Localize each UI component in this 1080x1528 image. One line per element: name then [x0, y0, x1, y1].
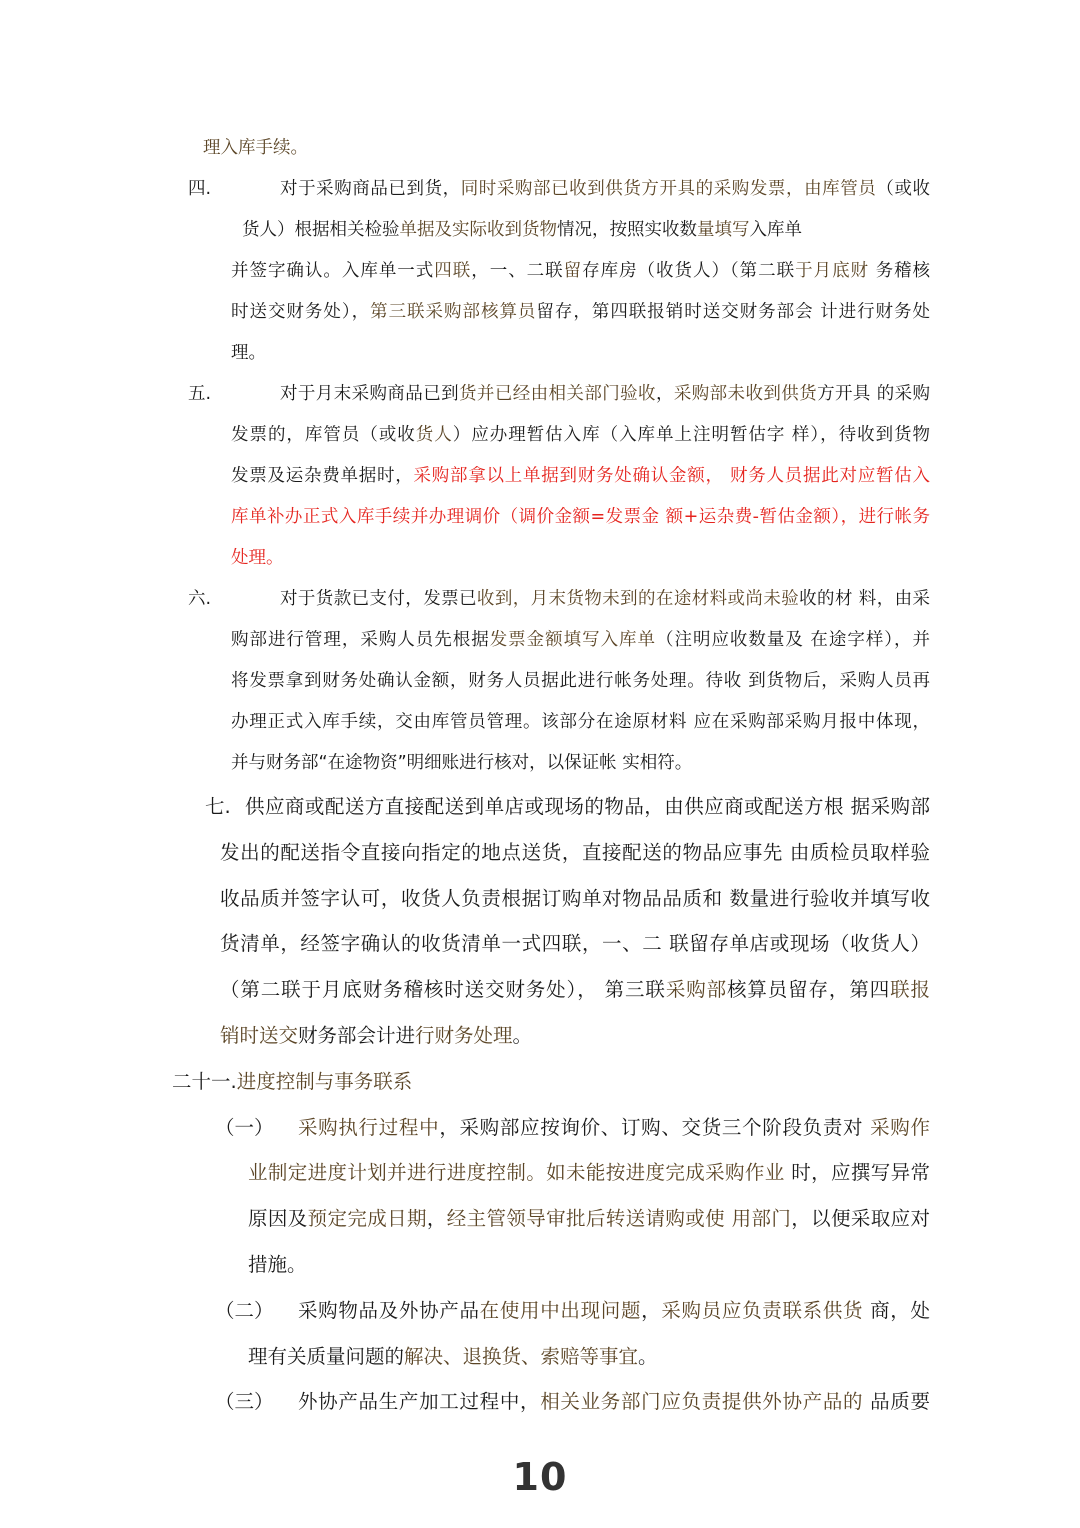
text-run: 核算员留存，第四 — [727, 978, 891, 1002]
text-run: ，以便采取应对 — [791, 1207, 930, 1231]
text-run: 。 — [512, 1023, 533, 1047]
text-run: 供应商或配送方直接配送到单店或现场的物品，由供应商或配送方根 据采购部 — [245, 795, 930, 818]
text-line — [0, 210, 1080, 251]
text-line — [0, 784, 1080, 830]
line-text — [248, 1150, 930, 1196]
text-run: 预定完成日期 — [307, 1207, 427, 1231]
line-text — [298, 1288, 930, 1334]
text-run: 。 — [638, 1344, 658, 1368]
text-run: ， — [641, 1298, 662, 1322]
text-run: 购部进行管理，采购人员先根据 — [231, 630, 490, 650]
line-text — [231, 251, 930, 292]
text-line — [0, 1379, 1080, 1425]
text-run: ，采购部应按询价、订购、交货三个阶段负责对 — [439, 1115, 871, 1139]
list-marker: 五. — [188, 384, 212, 404]
line-text — [231, 292, 930, 333]
text-run: 办理正式入库手续，交由库管员管理。该部分在途原材料 应在采购部采购月报中体现， — [231, 712, 930, 732]
text-run: 对于采购商品已到货， — [280, 179, 461, 199]
line-text — [231, 415, 930, 456]
text-run: 量填写 — [697, 220, 750, 240]
text-line — [0, 1013, 1080, 1059]
text-run: 时送交财务处）， — [231, 302, 371, 322]
text-line — [0, 415, 1080, 456]
line-text — [220, 876, 930, 922]
text-run: 业制定进度计划并进行进度控制。如未能按进度完成采购作业 — [248, 1161, 792, 1185]
text-run: 货并已经由相关部门验收 — [459, 384, 656, 404]
line-text — [220, 830, 930, 876]
text-run: 单据及实际收到货物 — [399, 220, 557, 240]
text-line — [0, 967, 1080, 1013]
line-text — [220, 967, 930, 1013]
text-run: 发票及运杂费单据时， — [231, 466, 414, 486]
text-run: 采购物品及外协产品 — [298, 1298, 480, 1322]
line-text — [231, 497, 930, 538]
text-run: ， — [426, 1207, 447, 1231]
text-run: 外协产品生产加工过程中， — [298, 1390, 541, 1414]
text-run: 入库单 — [749, 220, 802, 240]
text-run: 第三联采购部核算员 — [370, 302, 537, 322]
text-run: 货清单，经签字确认的收货清单一式四联，一、二 联留存单店或现场（收货人） — [220, 932, 930, 956]
text-run: 行财务处理 — [415, 1023, 513, 1047]
text-run: 品质要 — [863, 1390, 930, 1414]
text-line — [0, 702, 1080, 743]
text-run: 将发票拿到财务处确认金额，财务人员据此进行帐务处理。待收 到货物后，采购人员再 — [231, 671, 930, 691]
text-run: 对于月末采购商品已到 — [280, 384, 460, 404]
text-run: 采购员应负责联系供货 — [661, 1298, 864, 1322]
text-run: 理有关质量问题的 — [248, 1344, 405, 1368]
text-line — [0, 333, 1080, 374]
line-text — [298, 1105, 930, 1151]
line-text — [203, 128, 308, 169]
text-run: 留存，第四联报销时送交财务部会 计进行财务处 — [536, 302, 930, 322]
line-text — [242, 210, 802, 251]
text-run: 经主管领导审批后转送请购或使 用部门 — [446, 1207, 792, 1231]
text-line — [0, 1150, 1080, 1196]
text-line — [0, 1059, 1080, 1105]
line-text — [245, 784, 930, 830]
text-run: ，一、二联 — [471, 261, 564, 281]
text-run: 于月底财 — [795, 261, 870, 281]
text-run: 务稽核 — [869, 261, 930, 281]
text-run: 货人）根据相关检验 — [242, 220, 400, 240]
text-line — [0, 579, 1080, 620]
text-run: 并与财务部“在途物资”明细账进行核对，以保证帐 实相符。 — [231, 753, 693, 773]
line-text — [231, 333, 266, 374]
page-number: 10 — [512, 1455, 568, 1499]
text-run: 进度控制与事务联系 — [236, 1069, 413, 1093]
line-text — [231, 620, 930, 661]
text-line — [0, 830, 1080, 876]
text-run: 收的材 料，由采 — [799, 589, 930, 609]
text-run: 二十一. — [172, 1069, 237, 1093]
text-run: 时，应撰写异常 — [791, 1161, 930, 1185]
line-text — [280, 374, 930, 415]
line-text — [298, 1379, 930, 1425]
text-run: 商，处 — [863, 1298, 930, 1322]
text-line — [0, 1242, 1080, 1288]
text-run: 收品质并签字认可，收货人负责根据订购单对物品品质和 数量进行验收并填写收 — [220, 886, 930, 910]
line-text — [248, 1334, 658, 1380]
list-marker: （一） — [215, 1115, 274, 1139]
text-line — [0, 251, 1080, 292]
text-run: 采购执行过程中 — [298, 1115, 440, 1139]
line-text — [280, 169, 930, 210]
text-line — [0, 1334, 1080, 1380]
text-run: 采购部未收到供货 — [673, 384, 818, 404]
line-text — [280, 579, 930, 620]
text-run: （或收 — [876, 179, 930, 199]
text-run: 发票金额填写入库单 — [489, 630, 657, 650]
text-run: 方开具 的采购 — [817, 384, 930, 404]
text-line — [0, 128, 1080, 169]
line-text — [231, 456, 930, 497]
text-line — [0, 1196, 1080, 1242]
list-marker: 四. — [188, 179, 212, 199]
text-run: 情况，按照实收数 — [557, 220, 697, 240]
text-run: 收到，月末货物未到的在途材料或尚未验 — [476, 589, 800, 609]
document-body — [0, 128, 1080, 1425]
text-line — [0, 292, 1080, 333]
text-line — [0, 374, 1080, 415]
line-text — [248, 1196, 930, 1242]
text-run: 货人 — [415, 425, 453, 445]
text-run: 联报 — [890, 978, 930, 1002]
line-text — [248, 1242, 307, 1288]
text-run: 销时送交 — [220, 1023, 299, 1047]
text-line — [0, 1288, 1080, 1334]
list-marker: 六. — [188, 589, 212, 609]
text-run: 采购部 — [665, 978, 727, 1002]
text-line — [0, 743, 1080, 784]
text-line — [0, 620, 1080, 661]
text-run: 措施。 — [248, 1252, 307, 1276]
text-run: ）应办理暂估入库（入库单上注明暂估字 样），待收到货物 — [452, 425, 930, 445]
text-run: 并签字确认。入库单一式 — [231, 261, 435, 281]
text-run: 对于货款已支付，发票已 — [280, 589, 477, 609]
text-run: ， — [655, 384, 674, 404]
text-run: 解决、退换货、索赔等事宜 — [404, 1344, 639, 1368]
text-line — [0, 1105, 1080, 1151]
text-run: 发出的配送指令直接向指定的地点送货，直接配送的物品应事先 由质检员取样验 — [220, 840, 930, 864]
text-run: 存库房（收货人）（第二联 — [582, 261, 796, 281]
text-run: 发票的，库管员（或收 — [231, 425, 416, 445]
highlighted-text: 库单补办正式入库手续并办理调价（调价金额=发票金 额+运杂费-暂估金额），进行帐务 — [231, 507, 930, 527]
text-run: 财务部会计进 — [298, 1023, 416, 1047]
text-run: （第二联于月底财务稽核时送交财务处）， 第三联 — [220, 978, 666, 1002]
text-run: 同时采购部已收到供货方开具的采购发票，由库管员 — [460, 179, 877, 199]
list-marker: （二） — [215, 1298, 274, 1322]
text-line — [0, 661, 1080, 702]
text-line — [0, 456, 1080, 497]
text-run: 理入库手续。 — [203, 138, 308, 158]
line-text — [172, 1059, 412, 1105]
text-run: 留 — [563, 261, 583, 281]
line-text — [220, 1013, 532, 1059]
text-run: 采购作 — [870, 1115, 930, 1139]
text-line — [0, 169, 1080, 210]
line-text — [231, 661, 930, 702]
text-line — [0, 538, 1080, 579]
line-text — [231, 743, 692, 784]
text-line — [0, 921, 1080, 967]
highlighted-text: 采购部拿以上单据到财务处确认金额， 财务人员据此对应暂估入 — [413, 466, 930, 486]
list-marker: 七. — [205, 795, 231, 818]
text-line — [0, 497, 1080, 538]
text-run: 理。 — [231, 343, 266, 363]
text-run: 四联 — [434, 261, 472, 281]
line-text — [231, 702, 930, 743]
text-run: 在使用中出现问题 — [479, 1298, 642, 1322]
highlighted-text: 处理。 — [231, 548, 284, 568]
text-line — [0, 876, 1080, 922]
list-marker: （三） — [215, 1390, 274, 1414]
text-run: （注明应收数量及 在途字样），并 — [656, 630, 930, 650]
line-text — [231, 538, 284, 579]
text-run: 相关业务部门应负责提供外协产品的 — [540, 1390, 864, 1414]
text-run: 原因及 — [248, 1207, 308, 1231]
line-text — [220, 921, 930, 967]
